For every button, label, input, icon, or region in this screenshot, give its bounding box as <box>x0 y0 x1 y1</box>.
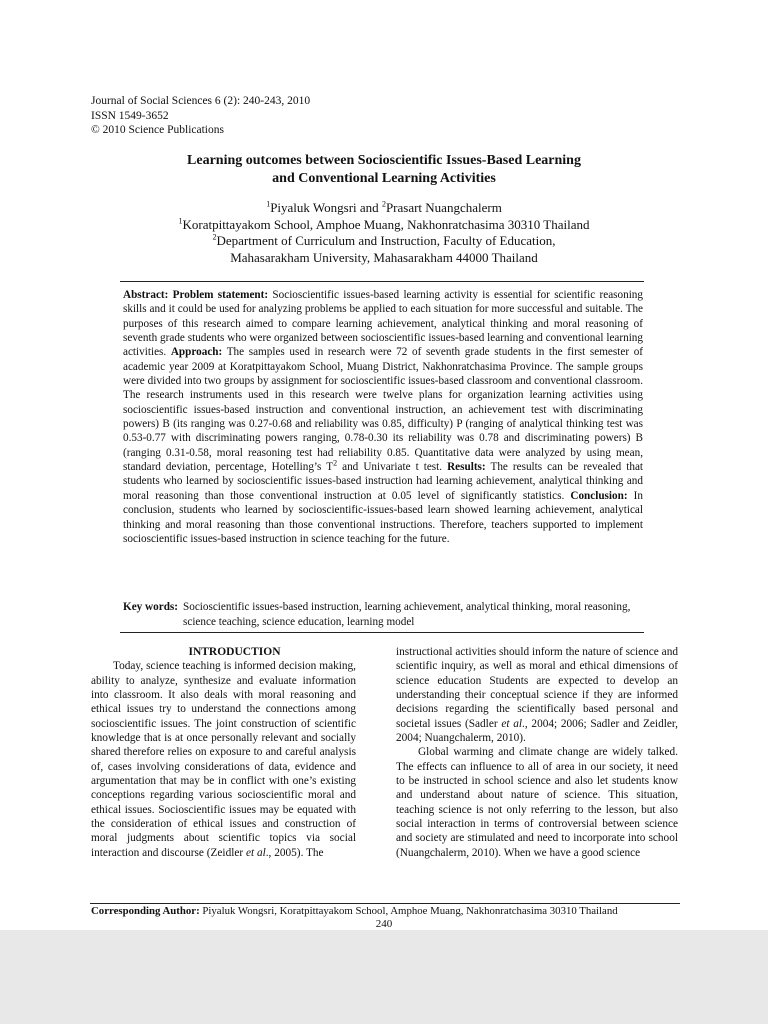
author-block <box>100 200 668 266</box>
approach-text-end: and Univariate t test. <box>342 461 443 474</box>
keywords-label: Key words: <box>123 601 178 613</box>
intro-p1-text: Today, science teaching is informed decision making, ability to analyze, synthesize and evaluate information into classroom. It also deals with moral reasoning and ethical issues try to understand the connections among socioscientific issues. The joint construction of scientific knowledge that is at once personally relevant and socially shared therefore relies on exposure to and careful analysis of, cases involving considerations of data, evidence and argumentation that may be in conflict with one’s existing conceptions regarding various socioscientific moral and ethical issues. Socioscientific issues may be equated with the consideration of ethical issues and construction of moral judgments about scientific topics via social interaction and discourse (Zeidler <box>91 660 356 859</box>
footer-rule <box>90 903 680 904</box>
problem-statement-label: Problem statement: <box>172 289 269 301</box>
intro-paragraph-1 <box>91 659 356 860</box>
abstract <box>123 288 643 546</box>
corresponding-author <box>91 905 618 918</box>
author-2: Prasart Nuangchalerm <box>385 200 502 215</box>
conclusion-label: Conclusion: <box>570 489 628 502</box>
intro-p2-etal: et al <box>501 717 523 730</box>
keywords <box>123 600 643 629</box>
issn: ISSN 1549-3652 <box>91 109 169 122</box>
page-number: 240 <box>375 918 393 930</box>
intro-p1-text-end: ., 2005). The <box>265 846 324 859</box>
results-label: Results: <box>447 461 486 474</box>
intro-p1-etal: et al <box>245 846 266 859</box>
author1-sup: 1 <box>266 199 271 209</box>
approach-text: The samples used in research were 72 of seventh grade students in the first semester of academic year 2009 at Koratpittayakom School, Muang District, Nakhonratchasima Province. The sample groups were divided into two groups by assignment for socioscientific issues-based classroom and conventional classroom. The research instruments used in this research were twelve plans for organization learning activities using socioscientific issues-based instruction and conventional instruction, an achievement test with discriminating powers) B (its ranging was 0.27-0.68 and reliability was 0.85, difficulty) P (ranging of analytical thinking test was 0.53-0.77 with discriminating powers ranging, 0.78-0.30 its reliability was 0.78 and discriminating powers) B (ranging 0.31-0.58, moral reasoning test had reliability 0.85. Quantitative data were analyzed by using mean, standard deviation, percentage, Hotelling’s T <box>123 346 644 474</box>
author-names <box>100 200 668 217</box>
abstract-top-rule <box>120 281 644 282</box>
affiliation-2 <box>100 233 668 250</box>
affil2-sup: 2 <box>212 232 217 242</box>
corresponding-author-label: Corresponding Author: <box>91 905 200 917</box>
title-line-1: Learning outcomes between Socioscientific Issues-Based Learning <box>187 153 581 168</box>
body-column-left <box>91 645 356 860</box>
approach-label: Approach: <box>170 346 223 359</box>
problem-statement-text: Socioscientific issues-based learning activity is essential for scientific reasoning skills and it could be used for analyzing problems be applied to each situation for more successful and suitable. The purposes of this research aimed to compare learning achievement, analytical thinking and moral reasoning of seventh grade students who were organized between socioscientific issues-based learning and conventional learning activities. <box>123 289 643 359</box>
journal-header <box>91 94 310 138</box>
intro-paragraph-2: Global warming and climate change are widely talked. The effects can influence to all of area in our society, it need to be instructed in school science and also let students know and understand about nature of science. This situation, teaching science is not only referring to the lesson, but also social interaction in terms of controversial between science and society are stimulated and need to incorporate into school (Nuangchalerm, 2010). When we have a good science <box>396 746 678 859</box>
abstract-label: Abstract: <box>123 289 169 301</box>
results-text: The results can be revealed that students who learned by socioscientific issues-based instruction had learning achievement, analytical thinking and moral reasoning than those conventional instruction at 0.05 level of significantly statistics. <box>123 461 644 502</box>
paper-title <box>100 152 668 188</box>
copyright: © 2010 Science Publications <box>91 124 224 136</box>
journal-citation: Journal of Social Sciences 6 (2): 240-243, 2010 <box>91 95 311 107</box>
author2-sup: 2 <box>381 199 386 209</box>
affil1-sup: 1 <box>178 216 183 226</box>
affiliation-2-text-1: Department of Curriculum and Instruction, Faculty of Education, <box>216 233 556 248</box>
section-heading-introduction: INTRODUCTION <box>188 646 281 658</box>
author-1: Piyaluk Wongsri and <box>270 200 382 215</box>
intro-p2-text: instructional activities should inform the nature of science and scientific inquiry, as well as moral and ethical dimensions of science education Students are expected to develop an understanding their conceptual science if they are informed decisions regarding the scientifically based personal and societal issues (Sadler <box>396 646 678 730</box>
affiliation-2-text-2: Mahasarakham University, Mahasarakham 44000 Thailand <box>230 249 538 265</box>
keywords-text: Socioscientific issues-based instruction, learning achievement, analytical thinking, moral reasoning, science teaching, science education, learning model <box>183 601 631 628</box>
corresponding-author-text: Piyaluk Wongsri, Koratpittayakom School, Amphoe Muang, Nakhonratchasima 30310 Thailand <box>202 905 618 917</box>
body-column-right <box>396 645 678 860</box>
affiliation-1-text: Koratpittayakom School, Amphoe Muang, Nakhonratchasima 30310 Thailand <box>182 216 590 232</box>
intro-p2-text-end: ., 2004; 2006; Sadler and Zeidler, 2004; Nuangchalerm, 2010). <box>396 717 678 745</box>
title-line-2: and Conventional Learning Activities <box>272 171 496 186</box>
keywords-bottom-rule <box>120 632 644 633</box>
conclusion-text: In conclusion, students who learned by socioscientific-issues-based learn showed learning achievement, analytical thinking and moral reasoning than those conventional instructions. Therefore, teachers supported to implement socioscientific issues-based instruction in science teaching for the future. <box>123 489 643 545</box>
affiliation-1 <box>100 217 668 234</box>
hotelling-sup: 2 <box>333 458 338 468</box>
intro-paragraph-1-cont <box>396 645 678 745</box>
